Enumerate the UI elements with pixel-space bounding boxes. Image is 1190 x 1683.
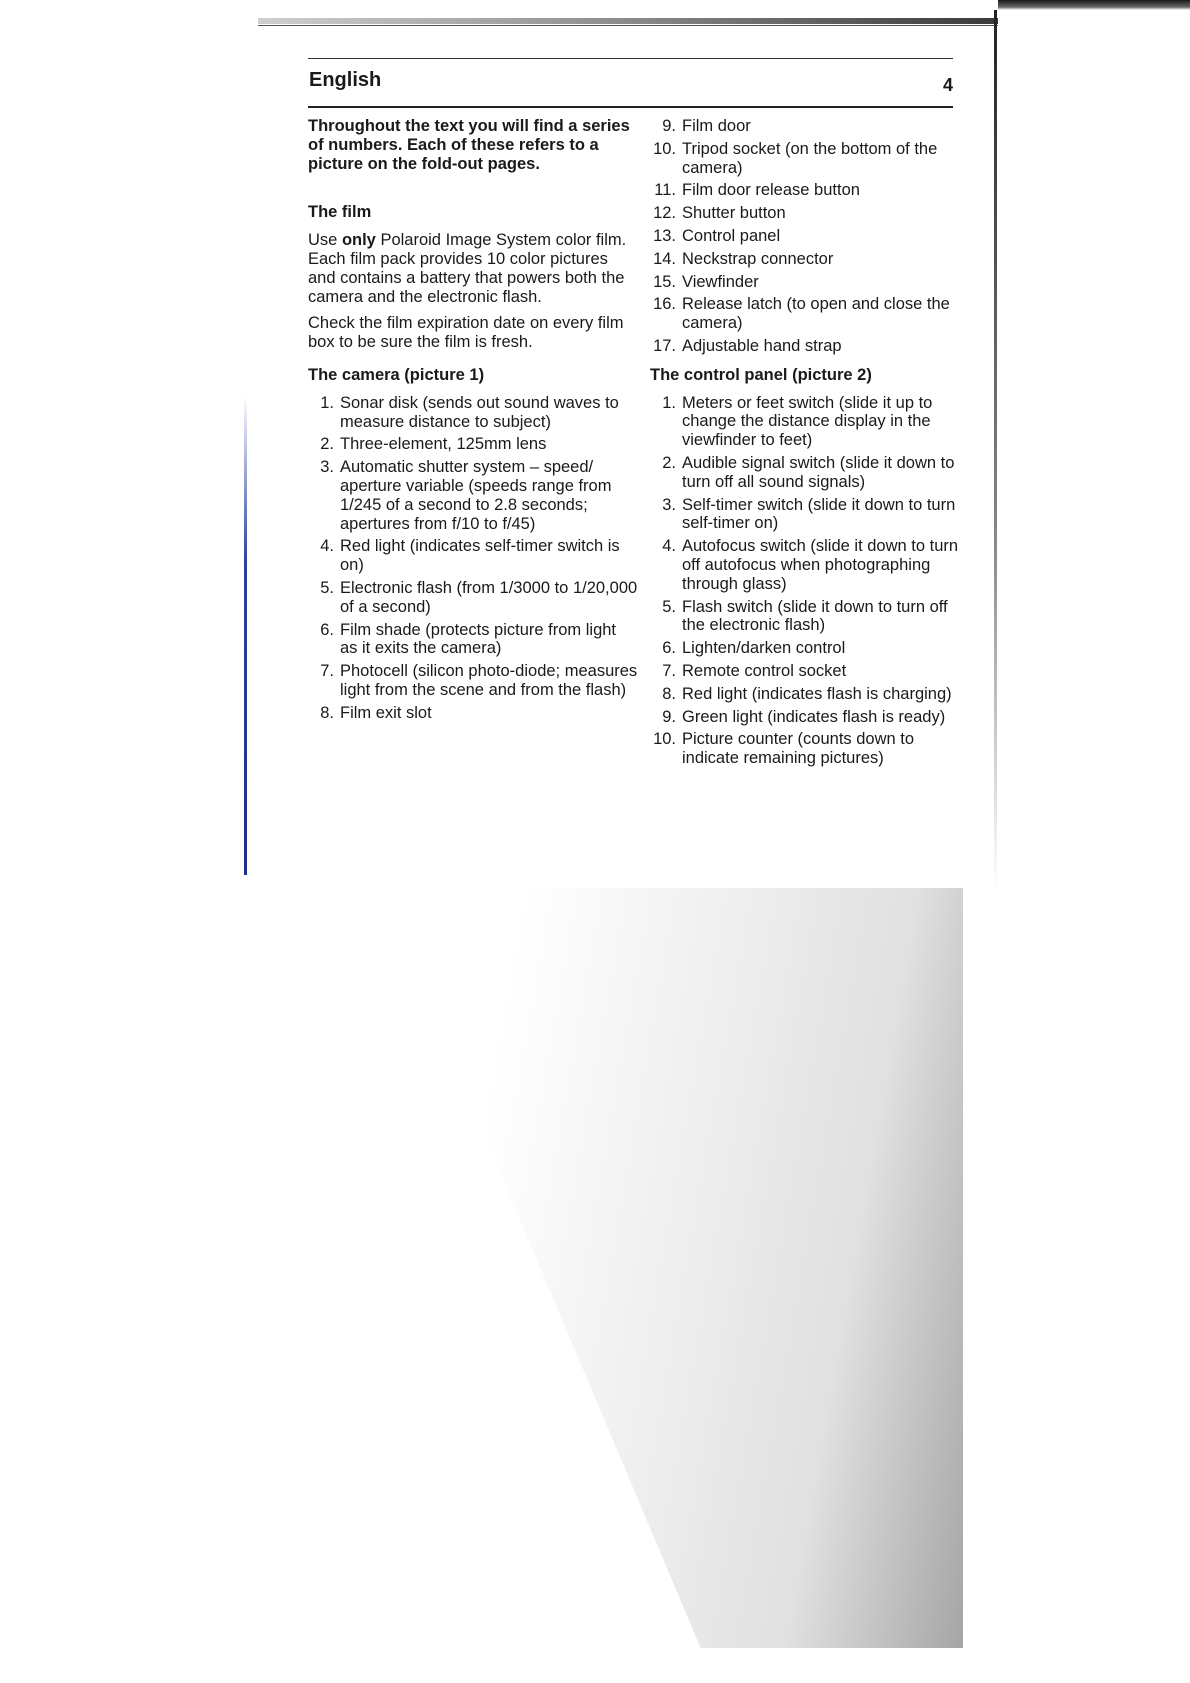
list-item <box>650 454 960 492</box>
item-text: Picture counter (counts down to indicate remaining pictures) <box>682 730 915 768</box>
item-text: Neckstrap connector <box>682 249 834 268</box>
item-text: Autofocus switch (slide it down to turn off autofocus when photographing through glass) <box>682 537 959 593</box>
list-item <box>308 621 638 659</box>
item-text: Film door <box>682 117 751 135</box>
item-text: Lighten/darken control <box>682 639 846 658</box>
list-item <box>650 496 960 534</box>
item-number: 5. <box>662 597 676 616</box>
list-item <box>650 730 960 768</box>
left-column <box>308 117 638 727</box>
top-rule <box>308 58 953 59</box>
film-expiration-paragraph: Check the film expiration date on every film box to be sure the film is fresh. <box>308 314 624 352</box>
list-item <box>308 537 638 575</box>
item-number: 5. <box>320 578 334 597</box>
list-item <box>308 458 638 533</box>
item-number: 9. <box>662 707 676 726</box>
scan-shadow <box>380 888 963 1648</box>
list-item <box>650 337 960 356</box>
list-item <box>650 394 960 450</box>
page-language-heading: English <box>309 69 382 91</box>
list-item <box>650 140 960 178</box>
scan-edge-top-line <box>258 25 998 26</box>
list-item <box>650 537 960 593</box>
film-heading: The film <box>308 203 372 222</box>
item-text: Meters or feet switch (slide it up to change the distance display in the viewfinder to feet) <box>682 393 933 450</box>
item-text: Green light (indicates flash is ready) <box>682 707 946 726</box>
item-text: Flash switch (slide it down to turn off the electronic flash) <box>682 597 948 635</box>
list-item <box>308 579 638 617</box>
item-text: Film door release button <box>682 181 860 200</box>
list-item <box>650 662 960 681</box>
page-number: 4 <box>942 75 953 95</box>
item-number: 3. <box>320 458 334 477</box>
item-number: 15. <box>653 272 676 291</box>
list-item <box>308 704 638 723</box>
item-number: 4. <box>320 537 334 556</box>
scan-edge-corner <box>998 0 1190 10</box>
item-text: Photocell (silicon photo-diode; measures light from the scene and from the flash) <box>340 662 638 699</box>
item-number: 1. <box>662 393 676 412</box>
item-number: 8. <box>662 684 676 703</box>
list-item <box>650 227 960 246</box>
list-item <box>650 273 960 292</box>
item-number: 2. <box>320 435 334 454</box>
list-item <box>650 181 960 200</box>
scan-edge-left-blue <box>244 395 247 875</box>
intro-paragraph: Throughout the text you will find a series of numbers. Each of these refers to a picture on the fold-out pages. <box>308 117 630 173</box>
item-text: Three-element, 125mm lens <box>340 435 547 454</box>
item-text: Sonar disk (sends out sound waves to measure distance to subject) <box>340 393 619 431</box>
camera-parts-list <box>308 394 638 723</box>
list-item <box>308 435 638 454</box>
list-item <box>650 117 960 136</box>
film-paragraph <box>308 231 638 306</box>
item-number: 4. <box>662 537 676 556</box>
control-panel-list <box>650 394 960 768</box>
list-item <box>650 685 960 704</box>
item-number: 1. <box>320 393 334 412</box>
item-text: Electronic flash (from 1/3000 to 1/20,000 of a second) <box>340 578 638 616</box>
scan-edge-top <box>258 18 998 24</box>
camera-parts-list-continued <box>650 117 960 356</box>
film-paragraph-post: Polaroid Image System color film. Each film pack provides 10 color pictures and contains a battery that powers both the camera and the electronic flash. <box>308 231 627 306</box>
item-text: Tripod socket (on the bottom of the camera) <box>682 139 938 177</box>
item-number: 6. <box>662 639 676 658</box>
list-item <box>650 639 960 658</box>
item-number: 13. <box>653 226 676 245</box>
item-number: 7. <box>320 662 334 681</box>
item-number: 10. <box>653 730 676 749</box>
item-number: 12. <box>653 204 676 223</box>
item-number: 9. <box>662 117 676 135</box>
item-number: 16. <box>653 295 676 314</box>
item-text: Red light (indicates self-timer switch is on) <box>340 537 620 575</box>
film-paragraph-emphasis: only <box>341 231 376 250</box>
item-number: 17. <box>653 336 676 355</box>
film-paragraph-pre: Use <box>308 231 342 250</box>
list-item <box>308 662 638 700</box>
item-number: 8. <box>320 703 334 722</box>
item-text: Shutter button <box>682 204 786 223</box>
list-item <box>650 204 960 223</box>
item-text: Film shade (protects picture from light as it exits the camera) <box>340 620 617 658</box>
right-column <box>650 117 960 772</box>
item-text: Film exit slot <box>340 703 432 722</box>
item-text: Audible signal switch (slide it down to turn off all sound signals) <box>682 453 955 491</box>
camera-heading: The camera (picture 1) <box>308 365 485 384</box>
item-text: Control panel <box>682 226 781 245</box>
item-text: Adjustable hand strap <box>682 336 842 355</box>
control-panel-heading: The control panel (picture 2) <box>650 365 872 384</box>
item-number: 10. <box>653 139 676 158</box>
list-item <box>650 295 960 333</box>
list-item <box>650 708 960 727</box>
scan-edge-right <box>994 10 997 890</box>
item-number: 7. <box>662 661 676 680</box>
item-text: Remote control socket <box>682 661 847 680</box>
item-text: Red light (indicates flash is charging) <box>682 684 952 703</box>
list-item <box>650 598 960 636</box>
item-text: Self-timer switch (slide it down to turn self-timer on) <box>682 495 956 533</box>
item-number: 2. <box>662 453 676 472</box>
item-text: Viewfinder <box>682 272 759 291</box>
item-number: 6. <box>320 620 334 639</box>
item-text: Automatic shutter system – speed/ aperture variable (speeds range from 1/245 of a second to 2.8 seconds; apertures from f/10 to f/45) <box>340 458 612 533</box>
list-item <box>650 250 960 269</box>
header-rule <box>308 106 953 108</box>
item-text: Release latch (to open and close the camera) <box>682 295 950 333</box>
list-item <box>308 394 638 432</box>
item-number: 3. <box>662 495 676 514</box>
item-number: 11. <box>654 181 676 200</box>
item-number: 14. <box>653 249 676 268</box>
